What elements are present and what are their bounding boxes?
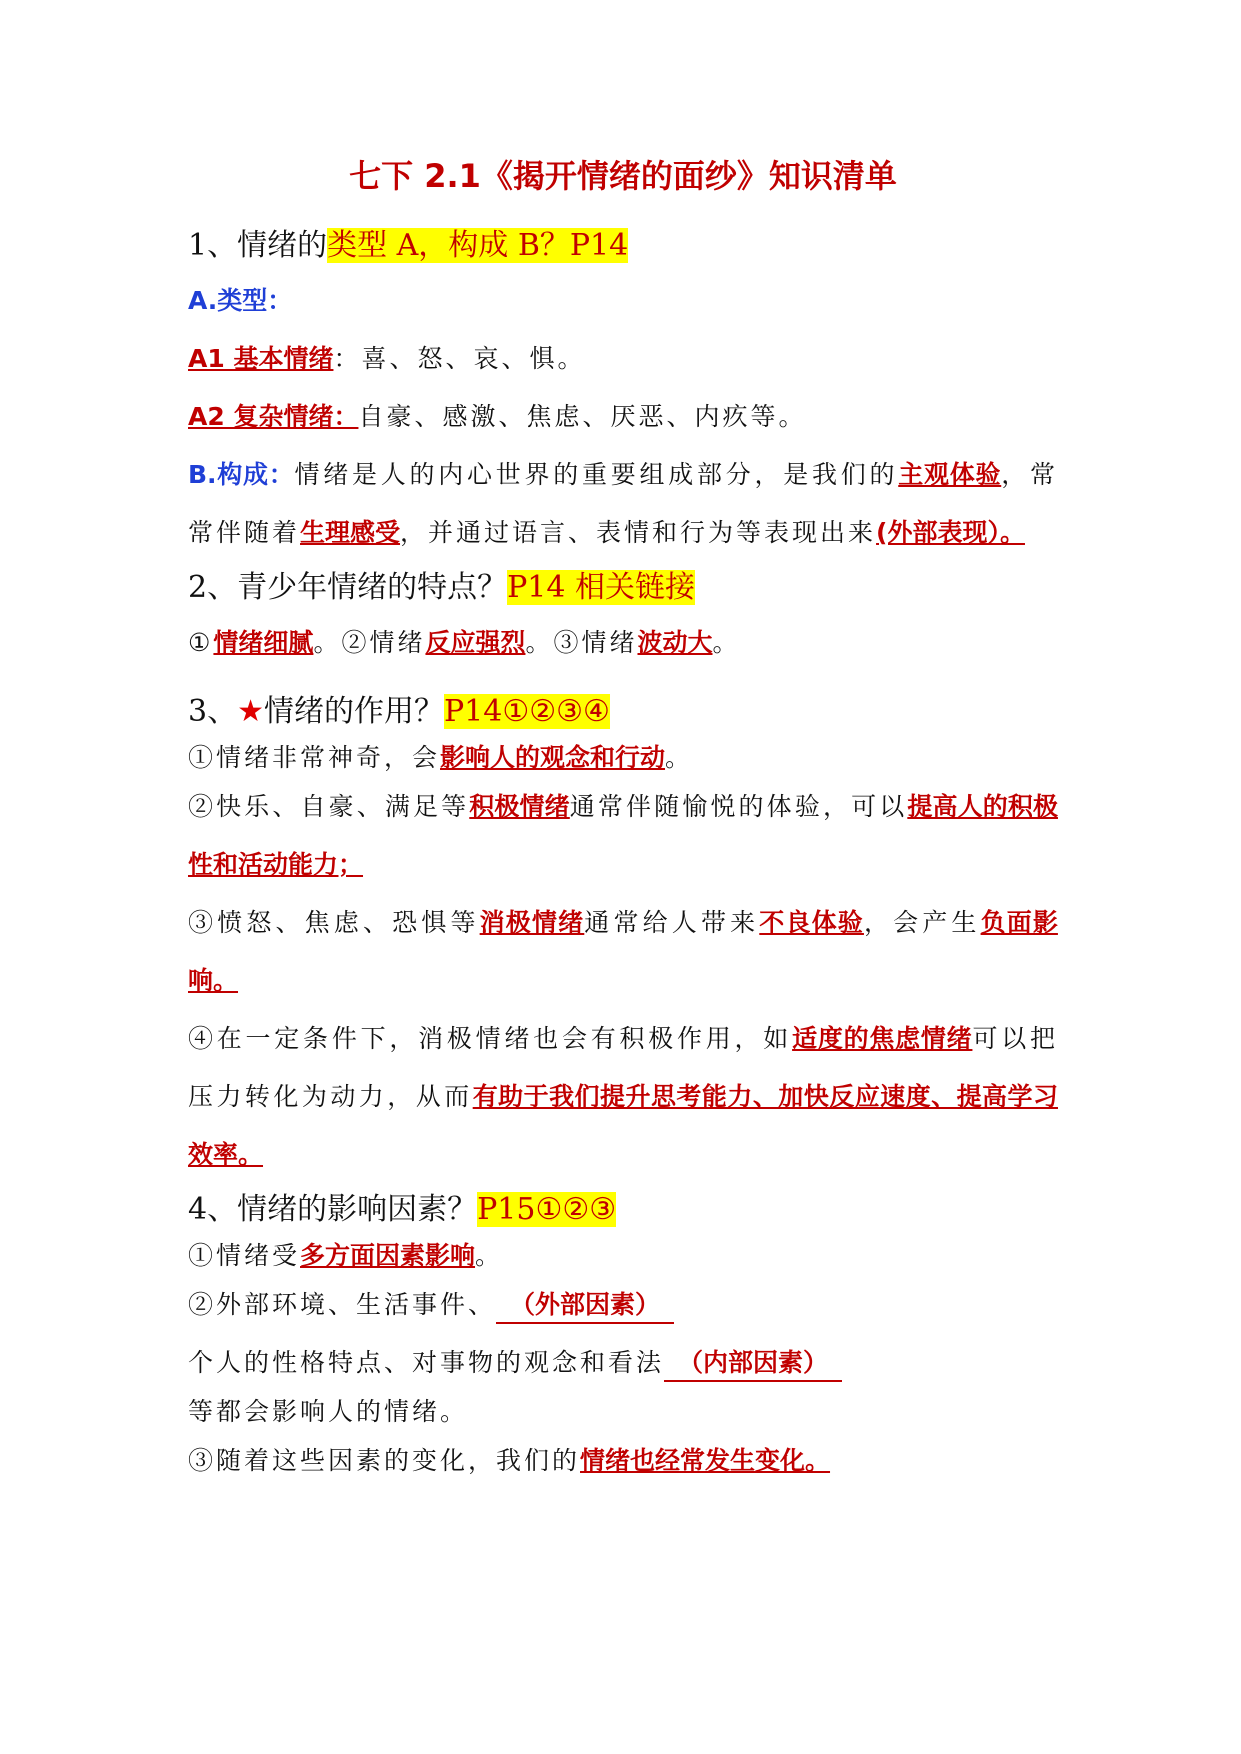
effect-2-text: ②快乐、自豪、满足等 — [188, 792, 470, 821]
effect-2-mid: 通常伴随愉悦的体验，可以 — [569, 792, 908, 821]
question-2-highlight: P14 相关链接 — [507, 570, 695, 605]
effect-3-key-2: 不良体验 — [759, 908, 864, 937]
effect-3-text: ③愤怒、焦虑、恐惧等 — [188, 908, 480, 937]
teen-text-3: 。③情绪 — [525, 628, 638, 657]
teen-key-3: 波动大 — [637, 628, 713, 657]
question-3-num: 3、 — [188, 694, 238, 729]
question-4-heading — [188, 1184, 1058, 1236]
effect-4-text: ④在一定条件下，消极情绪也会有积极作用，如 — [188, 1024, 793, 1053]
factor-line-4: 等都会影响人的情绪。 — [188, 1397, 469, 1426]
effect-1-text: ①情绪非常神奇，会 — [188, 743, 441, 772]
type-label — [188, 272, 1058, 330]
complex-emotions-text: 自豪、感激、焦虑、厌恶、内疚等。 — [358, 402, 807, 431]
external-factor-blank: （外部因素） — [496, 1288, 674, 1324]
composition-key-1: 主观体验 — [898, 460, 1002, 489]
question-1-heading — [188, 220, 1058, 272]
effect-3-key-1: 消极情绪 — [479, 908, 585, 937]
question-2-text: 2、青少年情绪的特点？ — [188, 570, 508, 605]
factor-5-key: 情绪也经常发生变化。 — [580, 1446, 831, 1475]
question-4-highlight: P15①②③ — [477, 1192, 617, 1227]
factor-line-2 — [188, 1276, 1058, 1334]
basic-emotions-line — [188, 330, 1058, 388]
composition-text-2: ，常常伴随着 — [188, 460, 1058, 547]
effect-line-4 — [188, 1010, 1058, 1184]
teen-text-2: 。②情绪 — [313, 628, 426, 657]
composition-text-1: 情绪是人的内心世界的重要组成部分，是我们的 — [294, 460, 899, 489]
page-title: 七下 2.1《揭开情绪的面纱》知识清单 — [349, 157, 897, 195]
effect-3-mid: 通常给人带来 — [584, 908, 760, 937]
knowledge-sheet — [188, 150, 1058, 1490]
factor-line-5 — [188, 1432, 1058, 1490]
effect-4-mid: 可以把压力转化为动力，从而 — [188, 1024, 1058, 1111]
factor-1-key: 多方面因素影响 — [300, 1241, 476, 1270]
question-3-heading — [188, 686, 1058, 738]
effect-line-2 — [188, 778, 1058, 894]
effect-4-key-1: 适度的焦虑情绪 — [792, 1024, 973, 1053]
effect-1-end: 。 — [665, 743, 694, 772]
factor-line-3 — [188, 1334, 1058, 1392]
factor-1-text: ①情绪受 — [188, 1241, 301, 1270]
star-icon: ★ — [237, 694, 264, 729]
effect-2-key-2: 提高人的积极性和活动能力； — [188, 792, 1058, 879]
effect-2-key-1: 积极情绪 — [469, 792, 570, 821]
factor-1-end: 。 — [475, 1241, 504, 1270]
composition-text-3: ，并通过语言、表情和行为等表现出来 — [400, 518, 877, 547]
question-4-text: 4、情绪的影响因素？ — [188, 1192, 478, 1227]
question-3-text: 情绪的作用？ — [264, 694, 444, 729]
composition-key-3: (外部表现）。 — [876, 518, 1025, 547]
factor-line-1 — [188, 1236, 1058, 1276]
effect-1-key: 影响人的观念和行动 — [440, 743, 666, 772]
basic-emotions-label: A1 基本情绪 — [188, 344, 334, 373]
factor-5-text: ③随着这些因素的变化，我们的 — [188, 1446, 581, 1475]
complex-emotions-label: A2 复杂情绪： — [188, 402, 359, 431]
factor-2-text: ②外部环境、生活事件、 — [188, 1290, 497, 1319]
internal-factor-blank: （内部因素） — [664, 1346, 842, 1382]
teen-text-4: 。 — [712, 628, 741, 657]
teen-features-line — [188, 614, 1058, 672]
question-1-text: 1、情绪的 — [188, 228, 328, 263]
factor-3-text: 个人的性格特点、对事物的观念和看法 — [188, 1348, 665, 1377]
teen-text-1: ① — [188, 628, 214, 657]
question-1-highlight: 类型 A，构成 B？P14 — [327, 228, 629, 263]
teen-key-1: 情绪细腻 — [213, 628, 314, 657]
type-label-text: A.类型： — [188, 286, 293, 315]
question-2-heading — [188, 562, 1058, 614]
effect-4-key-2: 有助于我们提升思考能力、加快反应速度、提高学习效率。 — [188, 1082, 1058, 1169]
composition-key-2: 生理感受 — [300, 518, 401, 547]
basic-emotions-text: ：喜、怒、哀、惧。 — [333, 344, 586, 373]
composition-label: B.构成： — [188, 460, 295, 489]
question-3-highlight: P14①②③④ — [444, 694, 610, 729]
effect-3-key-3: 负面影响。 — [188, 908, 1058, 995]
teen-key-2: 反应强烈 — [425, 628, 526, 657]
effect-3-mid-2: ，会产生 — [863, 908, 981, 937]
complex-emotions-line — [188, 388, 1058, 446]
composition-paragraph — [188, 446, 1058, 562]
effect-line-3 — [188, 894, 1058, 1010]
effect-line-1 — [188, 738, 1058, 778]
